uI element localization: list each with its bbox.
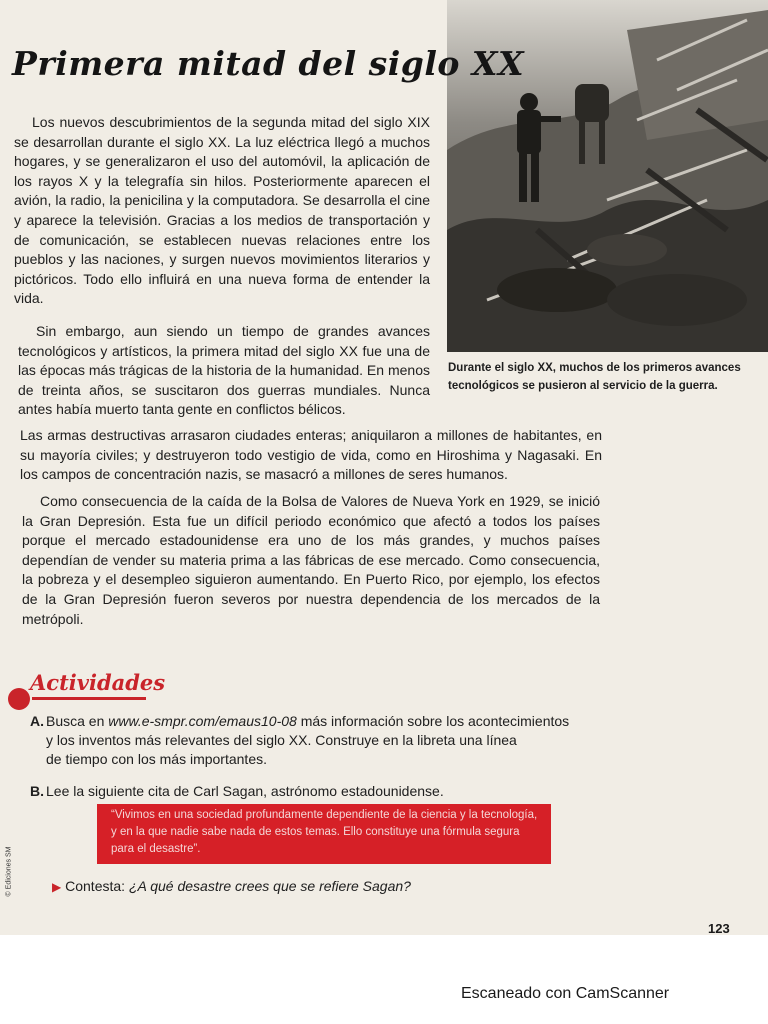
activities-underline: [32, 697, 146, 700]
paragraph-2-part-1: Sin embargo, aun siendo un tiempo de grandes avances tecnológicos y artísticos, la primera mitad del siglo XX fue una de las épocas más trágicas de la historia de la humanidad. En menos de treinta años, se suscitaron dos guerras mundiales. Nunca antes había muerto tanta gente en conflictos bélicos.: [18, 323, 430, 418]
contesta-label: Contesta:: [65, 878, 129, 894]
activity-a-link[interactable]: www.e-smpr.com/emaus10-08: [108, 713, 297, 729]
activity-b-letter: B.: [30, 783, 44, 799]
activity-b: [30, 782, 590, 801]
activities-title: Actividades: [30, 670, 166, 695]
contesta-prompt: [52, 878, 411, 894]
page-number: 123: [708, 921, 730, 935]
paragraph-1: Los nuevos descubrimientos de la segunda mitad del siglo XIX se desarrollan durante el siglo XX. La luz eléctrica llegó a muchos hogares, y se generalizaron el uso del automóvil, la aplicación de los rayos X y la telegrafía sin hilos. Posteriormente aparecen el avión, la radio, la penicilina y la computadora. Se desarrolla el cine y aparece la televisión. Gracias a los medios de transportación y de comunicación, se establecen nuevas relaciones entre los pueblos y las naciones, y surgen nuevos movimientos literarios y pictóricos. Todo ello influirá en una nueva forma de entender la vida.: [14, 114, 430, 307]
sagan-quote-box: [97, 804, 551, 864]
publisher-credit: © Ediciones SM: [5, 846, 13, 897]
activity-a-line-2: y los inventos más relevantes del siglo XX. Construye en la libreta una línea: [46, 732, 517, 748]
activity-badge-icon: [8, 688, 30, 710]
activity-a: [30, 712, 600, 769]
triangle-arrow-icon: ▶: [52, 880, 62, 894]
activity-a-letter: A.: [30, 713, 44, 729]
contesta-question: ¿A qué desastre crees que se refiere Sagan?: [128, 878, 411, 894]
activity-a-line-3: de tiempo con los más importantes.: [46, 751, 267, 767]
paragraph-2-part-2: Las armas destructivas arrasaron ciudades enteras; aniquilaron a millones de habitantes, en su mayoría civiles; y destruyeron todo vestigio de vida, como en Hiroshima y Nagasaki. En los campos de concentración nazis, se masacró a millones de seres humanos.: [20, 427, 602, 483]
activities-heading: [8, 670, 166, 710]
sagan-quote: “Vivimos en una sociedad profundamente dependiente de la ciencia y la tecnología, y en la que nadie sabe nada de estos temas. Ello constituye una fórmula segura para el desastre”.: [111, 809, 538, 855]
activity-b-text: Lee la siguiente cita de Carl Sagan, astrónomo estadounidense.: [46, 783, 444, 799]
page-title: Primera mitad del siglo XX: [12, 44, 525, 83]
activity-a-text-start: Busca en: [46, 713, 109, 729]
paragraph-3: Como consecuencia de la caída de la Bolsa de Valores de Nueva York en 1929, se inició la Gran Depresión. Esta fue un difícil periodo económico que afectó a todos los países porque el mercado estadounidense era uno de los más grandes, y muchos países dependían de vender su materia prima a las fábricas de ese mercado. Como consecuencia, la pobreza y el desempleo siguieron aumentando. En Puerto Rico, por ejemplo, los efectos de la Gran Depresión fueron severos por nuestra dependencia de los mercados de la metrópoli.: [22, 493, 600, 627]
photo-caption: Durante el siglo XX, muchos de los primeros avances tecnológicos se pusieron al servicio de la guerra.: [448, 362, 741, 392]
camscanner-watermark: Escaneado con CamScanner: [461, 985, 670, 1002]
activity-a-text-end: más información sobre los acontecimientos: [296, 713, 570, 729]
